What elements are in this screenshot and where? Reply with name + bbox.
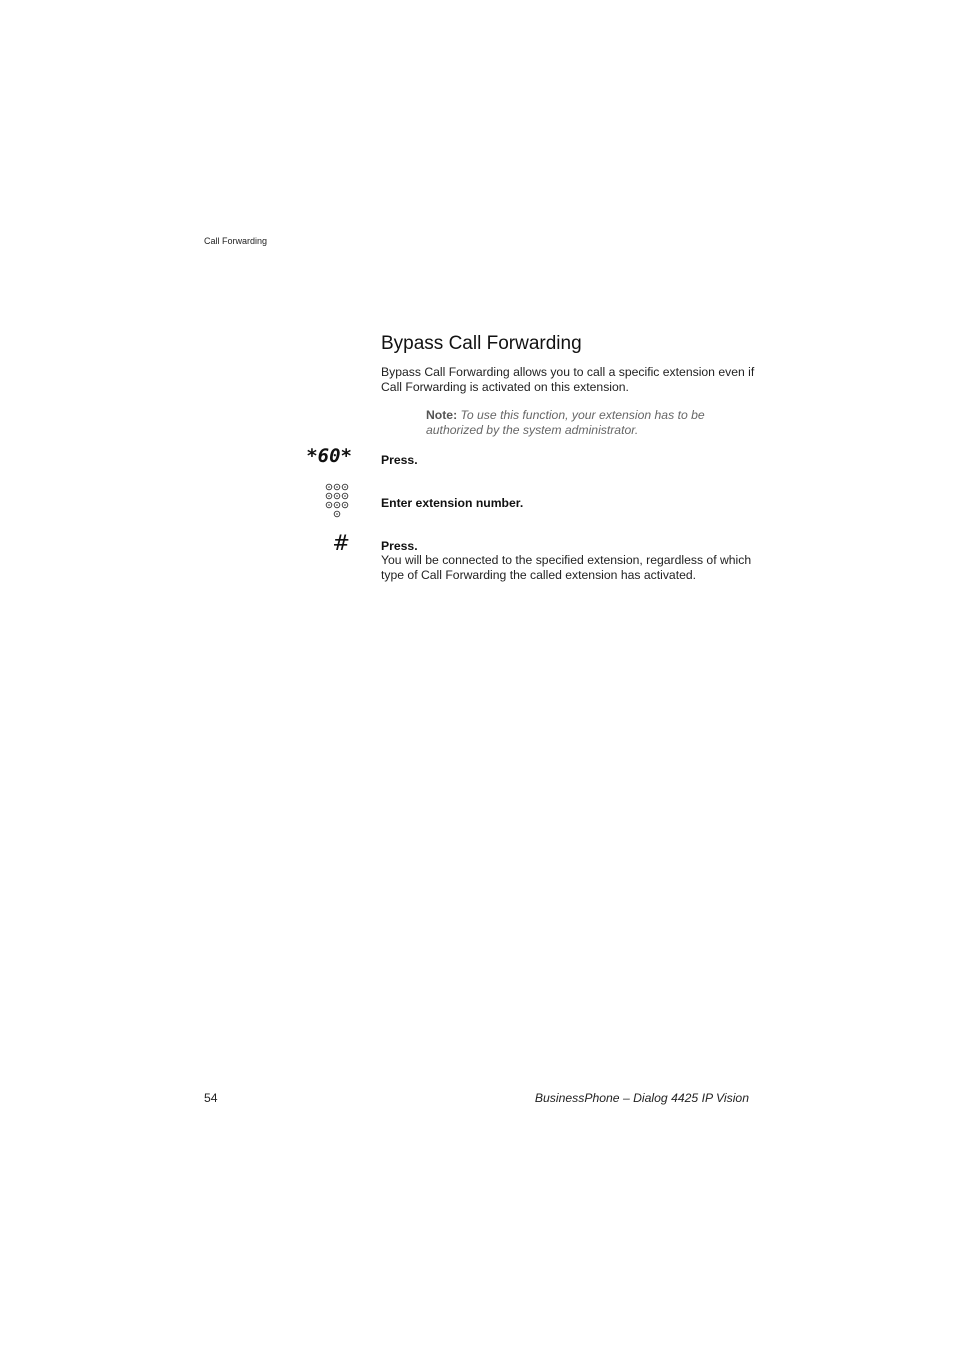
keypad-icon	[325, 483, 351, 519]
running-head: Call Forwarding	[204, 236, 268, 246]
footer-title: BusinessPhone – Dialog 4425 IP Vision	[534, 1091, 749, 1105]
step-1-label: Press.	[381, 453, 418, 467]
note-paragraph	[426, 408, 746, 438]
note-text: To use this function, your extension has to be authorized by the system administrator.	[426, 408, 705, 437]
note-label: Note:	[426, 408, 458, 422]
step-3-label: Press.	[381, 539, 418, 553]
page-number: 54	[204, 1091, 218, 1105]
hash-key: #	[332, 531, 350, 555]
step-2-label: Enter extension number.	[381, 496, 524, 510]
section-title: Bypass Call Forwarding	[381, 333, 582, 354]
intro-paragraph: Bypass Call Forwarding allows you to call a specific extension even if Call Forwarding is activated on this extension.	[381, 365, 755, 394]
step-3-description: You will be connected to the specified extension, regardless of which type of Call Forwarding the called extension has activated.	[381, 553, 752, 582]
star-60-star-key: *60*	[306, 445, 352, 467]
